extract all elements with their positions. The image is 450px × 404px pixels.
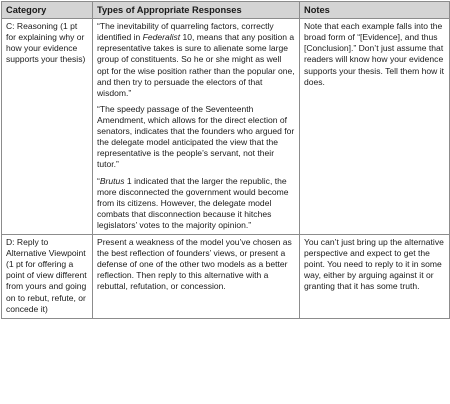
response-example (97, 21, 295, 99)
response-text: “The speedy passage of the Seventeenth Amendment, which allows for the direct election of senators, indicates that the founders who argued for the delegate model anticipated the view that the representative is the people’s servant, not their tutor.” (97, 103, 295, 170)
response-text: 10, means that any position a representative takes is sure to alienate some large group of constituents. So he or she might as well opt for the wise position rather than the popular one, and then try to persuade the electors of that wisdom.” (97, 32, 295, 98)
notes-cell: Note that each example falls into the broad form of “[Evidence], and thus [Conclusion].” Don’t just assume that readers will know how your evidence supports your thesis. Tell them how it does. (300, 19, 450, 235)
rubric-table (1, 1, 450, 319)
responses-cell (93, 19, 300, 235)
table-row-reasoning (2, 19, 450, 235)
header-notes: Notes (300, 2, 450, 19)
response-example (97, 104, 295, 171)
header-row (2, 2, 450, 19)
response-text: Present a weakness of the model you’ve chosen as the best reflection of founders’ views, or present a defense of one of the other two models as a better reflection. Then reply to this alternative with a rebuttal, refutation, or concession. (97, 237, 292, 292)
response-text: “ (97, 175, 100, 186)
responses-cell (93, 235, 300, 319)
response-example (97, 237, 295, 293)
category-cell: D: Reply to Alternative Viewpoint (1 pt for offering a point of view different from yours and going on to rebut, refute, or concede it) (2, 235, 93, 319)
header-category: Category (2, 2, 93, 19)
response-text: “The inevitability of quarreling factors, correctly identified in (97, 21, 274, 43)
notes-cell: You can’t just bring up the alternative perspective and expect to get the point. You need to reply to it in some way, either by arguing against it or granting that it has some truth. (300, 235, 450, 319)
category-cell: C: Reasoning (1 pt for explaining why or how your evidence supports your thesis) (2, 19, 93, 235)
response-text: 1 indicated that the larger the republic, the more disconnected the government would become from its citizens. However, the delegate model combats that disconnection because it hitches legislators’ votes to the majority opinion.” (97, 175, 289, 230)
header-types: Types of Appropriate Responses (93, 2, 300, 19)
table-row-reply (2, 235, 450, 319)
response-italic: Brutus (99, 175, 125, 186)
response-example (97, 176, 295, 232)
response-italic: Federalist (142, 32, 181, 43)
